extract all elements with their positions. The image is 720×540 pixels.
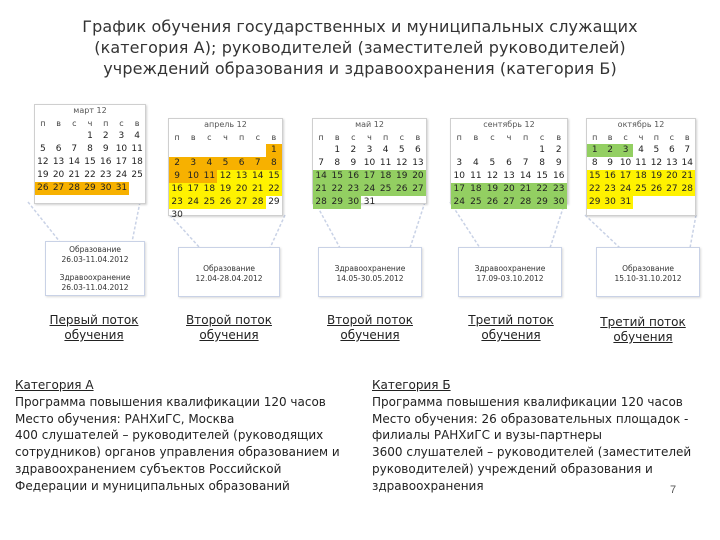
calendar-day: 9 bbox=[102, 144, 109, 154]
category-a-heading: Категория А bbox=[15, 378, 94, 392]
calendar-day: 10 bbox=[363, 158, 376, 168]
stream-line: обучения bbox=[340, 328, 400, 342]
weekday-header: в bbox=[556, 133, 562, 142]
calendar-day: 25 bbox=[635, 184, 647, 194]
calendar-day: 13 bbox=[234, 170, 250, 183]
calendar-day: 4 bbox=[638, 145, 644, 155]
period-line: Здравоохранение bbox=[474, 264, 546, 273]
calendar-day: 27 bbox=[51, 182, 67, 195]
weekday-header: в bbox=[134, 119, 140, 128]
weekday-header: с bbox=[399, 133, 404, 142]
calendar-day: 24 bbox=[115, 170, 128, 180]
stream-line: Третий поток bbox=[600, 315, 686, 329]
calendar-day: 18 bbox=[378, 170, 394, 183]
calendar-title: сентябрь 12 bbox=[483, 120, 535, 129]
calendar-day: 11 bbox=[131, 144, 143, 154]
calendar-empty-cell bbox=[35, 130, 51, 143]
weekday-header: в bbox=[415, 133, 421, 142]
weekday-header: ч bbox=[638, 133, 644, 142]
calendar-day: 13 bbox=[503, 171, 515, 181]
calendar-title: апрель 12 bbox=[204, 120, 247, 129]
calendar-day: 26 bbox=[217, 196, 233, 209]
calendar-day: 23 bbox=[169, 196, 185, 209]
calendar-day: 7 bbox=[250, 157, 266, 170]
calendar-day: 2 bbox=[602, 144, 617, 157]
calendar-day: 3 bbox=[456, 158, 463, 168]
calendar-day: 29 bbox=[534, 196, 551, 209]
calendar-day: 5 bbox=[653, 145, 660, 155]
calendar-day: 15 bbox=[329, 170, 345, 183]
calendar-day: 4 bbox=[382, 145, 389, 155]
title-line: учреждений образования и здравоохранения (категория Б) bbox=[103, 59, 617, 78]
calendar-empty-cell bbox=[468, 144, 485, 157]
calendar-day: 16 bbox=[99, 157, 112, 167]
period-box bbox=[178, 247, 280, 297]
calendar-day: 9 bbox=[169, 170, 185, 183]
calendar-day: 4 bbox=[472, 158, 479, 168]
period-line: 12.04-28.04.2012 bbox=[195, 274, 263, 283]
calendar-day: 28 bbox=[250, 196, 266, 209]
calendar-day: 2 bbox=[350, 145, 357, 155]
title-line: График обучения государственных и муниципальных служащих bbox=[82, 17, 638, 36]
weekday-header: п bbox=[239, 133, 245, 142]
weekday-header: п bbox=[592, 133, 598, 142]
calendar-empty-cell bbox=[201, 209, 217, 222]
calendar-empty-cell bbox=[234, 144, 250, 157]
calendar-day: 24 bbox=[361, 183, 377, 196]
calendar-day: 7 bbox=[522, 158, 529, 168]
calendar-day: 31 bbox=[619, 197, 632, 207]
calendar-day: 23 bbox=[604, 184, 616, 194]
stream-line: Третий поток bbox=[468, 313, 554, 327]
calendar-day: 23 bbox=[99, 170, 112, 180]
weekday-header: в bbox=[684, 133, 690, 142]
weekday-header: с bbox=[490, 133, 495, 142]
weekday-header: с bbox=[207, 133, 212, 142]
calendar-day: 5 bbox=[489, 158, 496, 168]
calendar-day: 15 bbox=[536, 171, 548, 181]
calendar-day: 16 bbox=[345, 170, 361, 183]
calendar-empty-cell bbox=[234, 209, 250, 222]
calendar-day: 21 bbox=[68, 170, 80, 180]
calendar-day: 10 bbox=[185, 170, 201, 183]
calendar-empty-cell bbox=[185, 209, 201, 222]
calendar-day: 11 bbox=[201, 170, 217, 183]
calendar-empty-cell bbox=[680, 196, 695, 209]
calendar-day: 14 bbox=[250, 170, 266, 183]
weekday-header: п bbox=[103, 119, 109, 128]
category-a-line: Место обучения: РАНХиГС, Москва bbox=[15, 411, 235, 426]
weekday-header: с bbox=[119, 119, 124, 128]
stream-label bbox=[315, 313, 425, 343]
weekday-header: в bbox=[190, 133, 196, 142]
calendar-grid bbox=[451, 131, 567, 209]
calendar-day: 15 bbox=[84, 157, 96, 167]
stream-line: обучения bbox=[199, 328, 259, 342]
category-b-heading: Категория Б bbox=[372, 378, 451, 392]
period-spacer bbox=[46, 265, 144, 273]
calendar-empty-cell bbox=[484, 144, 501, 157]
calendar-day: 25 bbox=[131, 170, 143, 180]
category-b-description bbox=[372, 377, 691, 495]
calendar-day: 22 bbox=[329, 183, 345, 196]
calendar-grid bbox=[587, 131, 695, 209]
calendar-day: 20 bbox=[410, 170, 426, 183]
calendar-day: 19 bbox=[394, 170, 410, 183]
calendar-day: 12 bbox=[486, 171, 499, 181]
calendar-day: 2 bbox=[169, 157, 185, 170]
calendar-day: 18 bbox=[201, 183, 217, 196]
calendar-day: 19 bbox=[484, 183, 501, 196]
weekday-header: ч bbox=[87, 119, 93, 128]
calendar-day: 4 bbox=[201, 157, 217, 170]
calendar-day: 3 bbox=[118, 131, 125, 141]
period-line: Образование bbox=[203, 264, 255, 273]
calendar-empty-cell bbox=[66, 130, 82, 143]
calendar-empty-cell bbox=[217, 144, 233, 157]
weekday-header: п bbox=[456, 133, 462, 142]
calendar-day: 25 bbox=[201, 196, 217, 209]
category-b-line: руководителей) учреждений образования и bbox=[372, 461, 653, 476]
calendar-empty-cell bbox=[201, 144, 217, 157]
calendar-day: 28 bbox=[681, 184, 693, 194]
period-line: 14.05-30.05.2012 bbox=[336, 274, 404, 283]
stream-line: Второй поток bbox=[186, 313, 272, 327]
calendar-day: 9 bbox=[607, 158, 613, 168]
category-b-line: 3600 слушателей – руководителей (заместителей bbox=[372, 445, 692, 460]
calendar-day: 2 bbox=[102, 131, 109, 141]
calendar-day: 6 bbox=[55, 144, 62, 154]
calendar-day: 18 bbox=[635, 171, 647, 181]
category-b-line: Место обучения: 26 образовательных площадок - bbox=[372, 411, 689, 426]
category-b-line: здравоохранения bbox=[372, 478, 484, 493]
calendar-day: 26 bbox=[650, 184, 663, 194]
calendar-day: 10 bbox=[619, 158, 632, 168]
calendar-day: 4 bbox=[134, 131, 140, 141]
calendar-day: 24 bbox=[185, 196, 201, 209]
calendar-day: 30 bbox=[345, 196, 361, 209]
calendar-day: 8 bbox=[539, 158, 545, 168]
calendar-empty-cell bbox=[217, 209, 233, 222]
calendar-grid bbox=[169, 131, 282, 222]
calendar-day: 29 bbox=[82, 182, 98, 195]
calendar-day: 28 bbox=[66, 182, 82, 195]
calendar-day: 19 bbox=[217, 183, 233, 196]
calendar-day: 1 bbox=[87, 131, 93, 141]
weekday-header: в bbox=[607, 133, 613, 142]
calendar-empty-cell bbox=[185, 144, 201, 157]
calendar-day: 30 bbox=[604, 197, 616, 207]
calendar-day: 8 bbox=[591, 158, 598, 168]
calendar-day: 26 bbox=[35, 182, 51, 195]
calendar-day: 18 bbox=[131, 157, 143, 167]
weekday-header: с bbox=[623, 133, 628, 142]
calendar-day: 19 bbox=[650, 171, 663, 181]
weekday-header: в bbox=[271, 133, 277, 142]
calendar-grid bbox=[313, 131, 426, 209]
calendar-day: 20 bbox=[501, 183, 518, 196]
weekday-header: с bbox=[539, 133, 545, 142]
period-line: 15.10-31.10.2012 bbox=[614, 274, 682, 283]
calendar-day: 21 bbox=[681, 171, 693, 181]
calendar-day: 22 bbox=[588, 184, 601, 194]
calendar-day: 27 bbox=[410, 183, 426, 196]
calendar-day: 1 bbox=[539, 145, 545, 155]
calendar-day: 26 bbox=[484, 196, 501, 209]
calendar-title: март 12 bbox=[73, 106, 107, 115]
calendar-day: 6 bbox=[506, 158, 512, 168]
weekday-header: ч bbox=[506, 133, 512, 142]
period-box bbox=[318, 247, 422, 297]
calendar-day: 11 bbox=[379, 158, 392, 168]
calendar-day: 7 bbox=[318, 158, 324, 168]
calendar-day: 28 bbox=[313, 196, 329, 209]
weekday-header: с bbox=[351, 133, 356, 142]
calendar-day: 17 bbox=[361, 170, 377, 183]
calendar-day: 16 bbox=[552, 171, 565, 181]
calendar-day: 16 bbox=[604, 171, 616, 181]
calendar-empty-cell bbox=[169, 144, 185, 157]
calendar-title: октябрь 12 bbox=[617, 120, 665, 129]
calendar-day: 17 bbox=[185, 183, 201, 196]
category-b-line: Программа повышения квалификации 120 часов bbox=[372, 394, 683, 409]
calendar-day: 27 bbox=[234, 196, 250, 209]
calendar-day: 22 bbox=[266, 183, 282, 196]
calendar-day: 28 bbox=[517, 196, 534, 209]
period-line: 17.09-03.10.2012 bbox=[476, 274, 544, 283]
calendar-day: 3 bbox=[185, 157, 201, 170]
stream-label bbox=[174, 313, 284, 343]
calendar-day: 22 bbox=[84, 170, 96, 180]
period-line: 26.03-11.04.2012 bbox=[61, 283, 129, 292]
calendar-day: 1 bbox=[587, 144, 602, 157]
calendar-day: 6 bbox=[234, 157, 250, 170]
calendar-day: 9 bbox=[350, 158, 357, 168]
calendar-october bbox=[586, 118, 696, 216]
calendar-day: 7 bbox=[71, 144, 78, 154]
weekday-header: ч bbox=[223, 133, 228, 142]
calendar-day: 27 bbox=[501, 196, 518, 209]
calendar-day: 5 bbox=[398, 145, 405, 155]
calendar-empty-cell bbox=[410, 196, 426, 209]
calendar-day: 5 bbox=[217, 157, 233, 170]
calendar-day: 30 bbox=[98, 182, 114, 195]
calendar-day: 9 bbox=[555, 158, 562, 168]
calendar-day: 3 bbox=[618, 144, 633, 157]
weekday-header: в bbox=[334, 133, 340, 142]
calendar-day: 19 bbox=[37, 170, 49, 180]
weekday-header: с bbox=[72, 119, 77, 128]
category-a-line: сотрудников) органов управления образованием и bbox=[15, 445, 340, 460]
calendar-empty-cell bbox=[394, 196, 410, 209]
category-b-line: филиалы РАНХиГС и вузы-партнеры bbox=[372, 428, 602, 443]
calendar-empty-cell bbox=[649, 196, 664, 209]
stream-line: обучения bbox=[613, 330, 673, 344]
calendar-day: 17 bbox=[451, 183, 468, 196]
stream-line: Первый поток bbox=[49, 313, 139, 327]
calendar-day: 18 bbox=[468, 183, 485, 196]
calendar-day: 11 bbox=[470, 171, 482, 181]
title-line: (категория А); руководителей (заместителей руководителей) bbox=[94, 38, 626, 57]
page-number: 7 bbox=[670, 484, 677, 496]
calendar-day: 27 bbox=[666, 184, 678, 194]
category-a-description bbox=[15, 377, 340, 495]
calendar-day: 17 bbox=[619, 171, 632, 181]
calendar-day: 31 bbox=[114, 182, 130, 195]
weekday-header: с bbox=[255, 133, 260, 142]
calendar-day: 5 bbox=[39, 144, 46, 154]
calendar-day: 22 bbox=[534, 183, 551, 196]
calendar-day: 6 bbox=[415, 145, 421, 155]
period-box bbox=[458, 247, 562, 297]
calendar-day: 20 bbox=[234, 183, 250, 196]
weekday-header: п bbox=[383, 133, 389, 142]
weekday-header: п bbox=[174, 133, 180, 142]
weekday-header: п bbox=[40, 119, 46, 128]
stream-line: обучения bbox=[481, 328, 541, 342]
calendar-september bbox=[450, 118, 568, 207]
weekday-header: ч bbox=[367, 133, 372, 142]
calendar-day: 11 bbox=[635, 158, 647, 168]
weekday-header: в bbox=[473, 133, 479, 142]
calendar-title: май 12 bbox=[355, 120, 384, 129]
calendar-day: 15 bbox=[266, 170, 282, 183]
calendar-day: 24 bbox=[619, 184, 632, 194]
calendar-day: 10 bbox=[115, 144, 128, 154]
calendar-day: 12 bbox=[396, 158, 408, 168]
calendar-day: 12 bbox=[37, 157, 49, 167]
calendar-day: 12 bbox=[217, 170, 233, 183]
calendar-day: 21 bbox=[250, 183, 266, 196]
period-line: Здравоохранение bbox=[334, 264, 406, 273]
calendar-day: 21 bbox=[517, 183, 534, 196]
stream-line: Второй поток bbox=[327, 313, 413, 327]
category-a-line: Программа повышения квалификации 120 часов bbox=[15, 394, 326, 409]
calendar-empty-cell bbox=[250, 209, 266, 222]
calendar-day: 13 bbox=[666, 158, 678, 168]
period-box bbox=[45, 241, 145, 296]
calendar-empty-cell bbox=[378, 196, 394, 209]
calendar-empty-cell bbox=[451, 144, 468, 157]
calendar-empty-cell bbox=[129, 182, 145, 195]
calendar-day: 16 bbox=[169, 183, 185, 196]
calendar-empty-cell bbox=[266, 209, 282, 222]
period-line: Здравоохранение bbox=[59, 273, 131, 282]
calendar-day: 24 bbox=[451, 196, 468, 209]
calendar-empty-cell bbox=[51, 130, 67, 143]
calendar-grid bbox=[35, 117, 145, 195]
calendar-day: 23 bbox=[345, 183, 361, 196]
calendar-day: 21 bbox=[313, 183, 329, 196]
calendar-empty-cell bbox=[517, 144, 534, 157]
calendar-day: 20 bbox=[666, 171, 678, 181]
calendar-day: 14 bbox=[681, 158, 693, 168]
calendar-day: 25 bbox=[378, 183, 394, 196]
calendar-day: 8 bbox=[87, 144, 93, 154]
calendar-empty-cell bbox=[313, 144, 329, 157]
calendar-day: 25 bbox=[468, 196, 485, 209]
calendar-empty-cell bbox=[633, 196, 648, 209]
period-box bbox=[596, 247, 700, 297]
period-line: Образование bbox=[622, 264, 674, 273]
weekday-header: с bbox=[669, 133, 675, 142]
calendar-empty-cell bbox=[250, 144, 266, 157]
calendar-day: 13 bbox=[412, 158, 424, 168]
stream-label bbox=[39, 313, 149, 343]
calendar-day: 8 bbox=[334, 158, 341, 168]
stream-label bbox=[588, 315, 698, 345]
calendar-april bbox=[168, 118, 283, 220]
calendar-march bbox=[34, 104, 146, 204]
calendar-day: 14 bbox=[313, 170, 329, 183]
category-a-line: здравоохранением субъектов Российской bbox=[15, 461, 282, 476]
calendar-day: 20 bbox=[52, 170, 65, 180]
calendar-day: 1 bbox=[266, 144, 282, 157]
calendar-day: 7 bbox=[684, 145, 691, 155]
calendar-day: 14 bbox=[519, 171, 532, 181]
category-a-line: 400 слушателей – руководителей (руководящих bbox=[15, 428, 324, 443]
stream-label bbox=[456, 313, 566, 343]
calendar-day: 30 bbox=[171, 210, 183, 220]
calendar-day: 8 bbox=[266, 157, 282, 170]
category-a-line: Федерации и муниципальных образований bbox=[15, 478, 290, 493]
calendar-day: 2 bbox=[555, 145, 562, 155]
period-line: 26.03-11.04.2012 bbox=[61, 255, 129, 264]
weekday-header: в bbox=[56, 119, 61, 128]
weekday-header: п bbox=[653, 133, 660, 142]
page-title bbox=[0, 16, 720, 79]
calendar-day: 12 bbox=[650, 158, 663, 168]
stream-line: обучения bbox=[64, 328, 124, 342]
weekday-header: п bbox=[522, 133, 529, 142]
calendar-day: 29 bbox=[588, 197, 601, 207]
calendar-day: 23 bbox=[550, 183, 567, 196]
calendar-day: 13 bbox=[52, 157, 65, 167]
calendar-day: 1 bbox=[334, 145, 341, 155]
calendar-day: 3 bbox=[366, 145, 373, 155]
calendar-day: 29 bbox=[268, 197, 280, 207]
calendar-day: 15 bbox=[588, 171, 601, 181]
calendar-day: 14 bbox=[68, 157, 80, 167]
calendar-empty-cell bbox=[664, 196, 679, 209]
calendar-day: 31 bbox=[363, 197, 376, 207]
calendar-day: 6 bbox=[668, 145, 675, 155]
calendar-day: 10 bbox=[453, 171, 465, 181]
calendar-day: 29 bbox=[329, 196, 345, 209]
calendar-day: 17 bbox=[115, 157, 128, 167]
calendar-empty-cell bbox=[501, 144, 518, 157]
period-line: Образование bbox=[69, 245, 121, 254]
calendar-may bbox=[312, 118, 427, 207]
calendar-day: 26 bbox=[394, 183, 410, 196]
weekday-header: п bbox=[318, 133, 324, 142]
calendar-day: 30 bbox=[550, 196, 567, 209]
